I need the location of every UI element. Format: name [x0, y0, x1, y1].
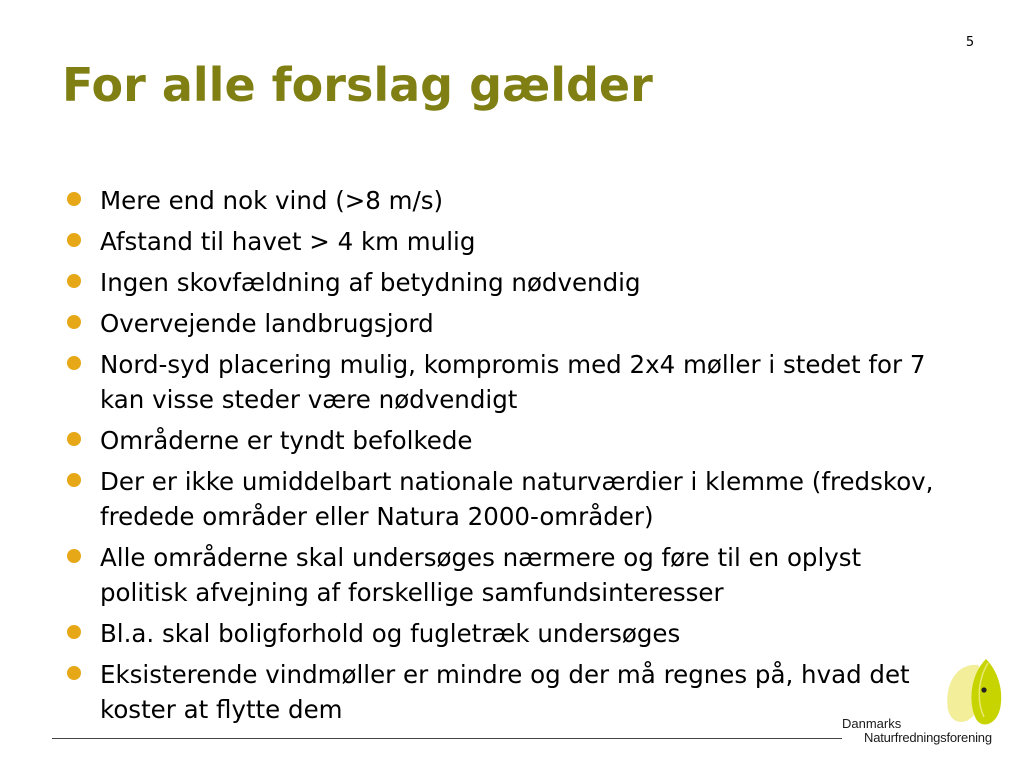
bullet-dot-icon	[67, 666, 81, 680]
bullet-dot-icon	[67, 473, 81, 487]
bullet-item	[64, 540, 944, 610]
bullet-text: Eksisterende vindmøller er mindre og der må regnes på, hvad det koster at flytte dem	[100, 660, 910, 724]
bullet-text: Mere end nok vind (>8 m/s)	[100, 186, 444, 215]
bullet-dot-icon	[67, 315, 81, 329]
bullet-text: Områderne er tyndt befolkede	[100, 426, 473, 455]
slide-title: For alle forslag gælder	[62, 58, 653, 112]
bullet-item	[64, 423, 944, 458]
bullet-dot-icon	[67, 192, 81, 206]
bullet-item	[64, 657, 944, 727]
bullet-item	[64, 224, 944, 259]
bullet-text: Overvejende landbrugsjord	[100, 309, 434, 338]
bullet-text: Bl.a. skal boligforhold og fugletræk undersøges	[100, 619, 681, 648]
bullet-text: Ingen skovfældning af betydning nødvendig	[100, 268, 641, 297]
slide-number: 5	[965, 35, 975, 50]
bullet-item	[64, 347, 944, 417]
bullet-text: Nord-syd placering mulig, kompromis med 2x4 møller i stedet for 7 kan visse steder være nødvendigt	[100, 350, 926, 414]
bullet-text: Alle områderne skal undersøges nærmere og føre til en oplyst politisk afvejning af forskellige samfundsinteresser	[100, 543, 862, 607]
bullet-dot-icon	[67, 233, 81, 247]
bullet-dot-icon	[67, 625, 81, 639]
bullet-item	[64, 183, 944, 218]
bullet-item	[64, 464, 944, 534]
bullet-text: Der er ikke umiddelbart nationale naturværdier i klemme (fredskov, fredede områder eller Natura 2000-områder)	[100, 467, 934, 531]
bullet-item	[64, 265, 944, 300]
bullet-dot-icon	[67, 432, 81, 446]
bullet-dot-icon	[67, 274, 81, 288]
bullet-list	[64, 183, 944, 733]
footer-divider	[52, 738, 842, 739]
bullet-dot-icon	[67, 356, 81, 370]
bullet-dot-icon	[67, 549, 81, 563]
bullet-item	[64, 306, 944, 341]
logo-text-line2: Naturfredningsforening	[864, 730, 992, 745]
bullet-text: Afstand til havet > 4 km mulig	[100, 227, 476, 256]
logo-text-line1: Danmarks	[842, 716, 902, 731]
bullet-item	[64, 616, 944, 651]
